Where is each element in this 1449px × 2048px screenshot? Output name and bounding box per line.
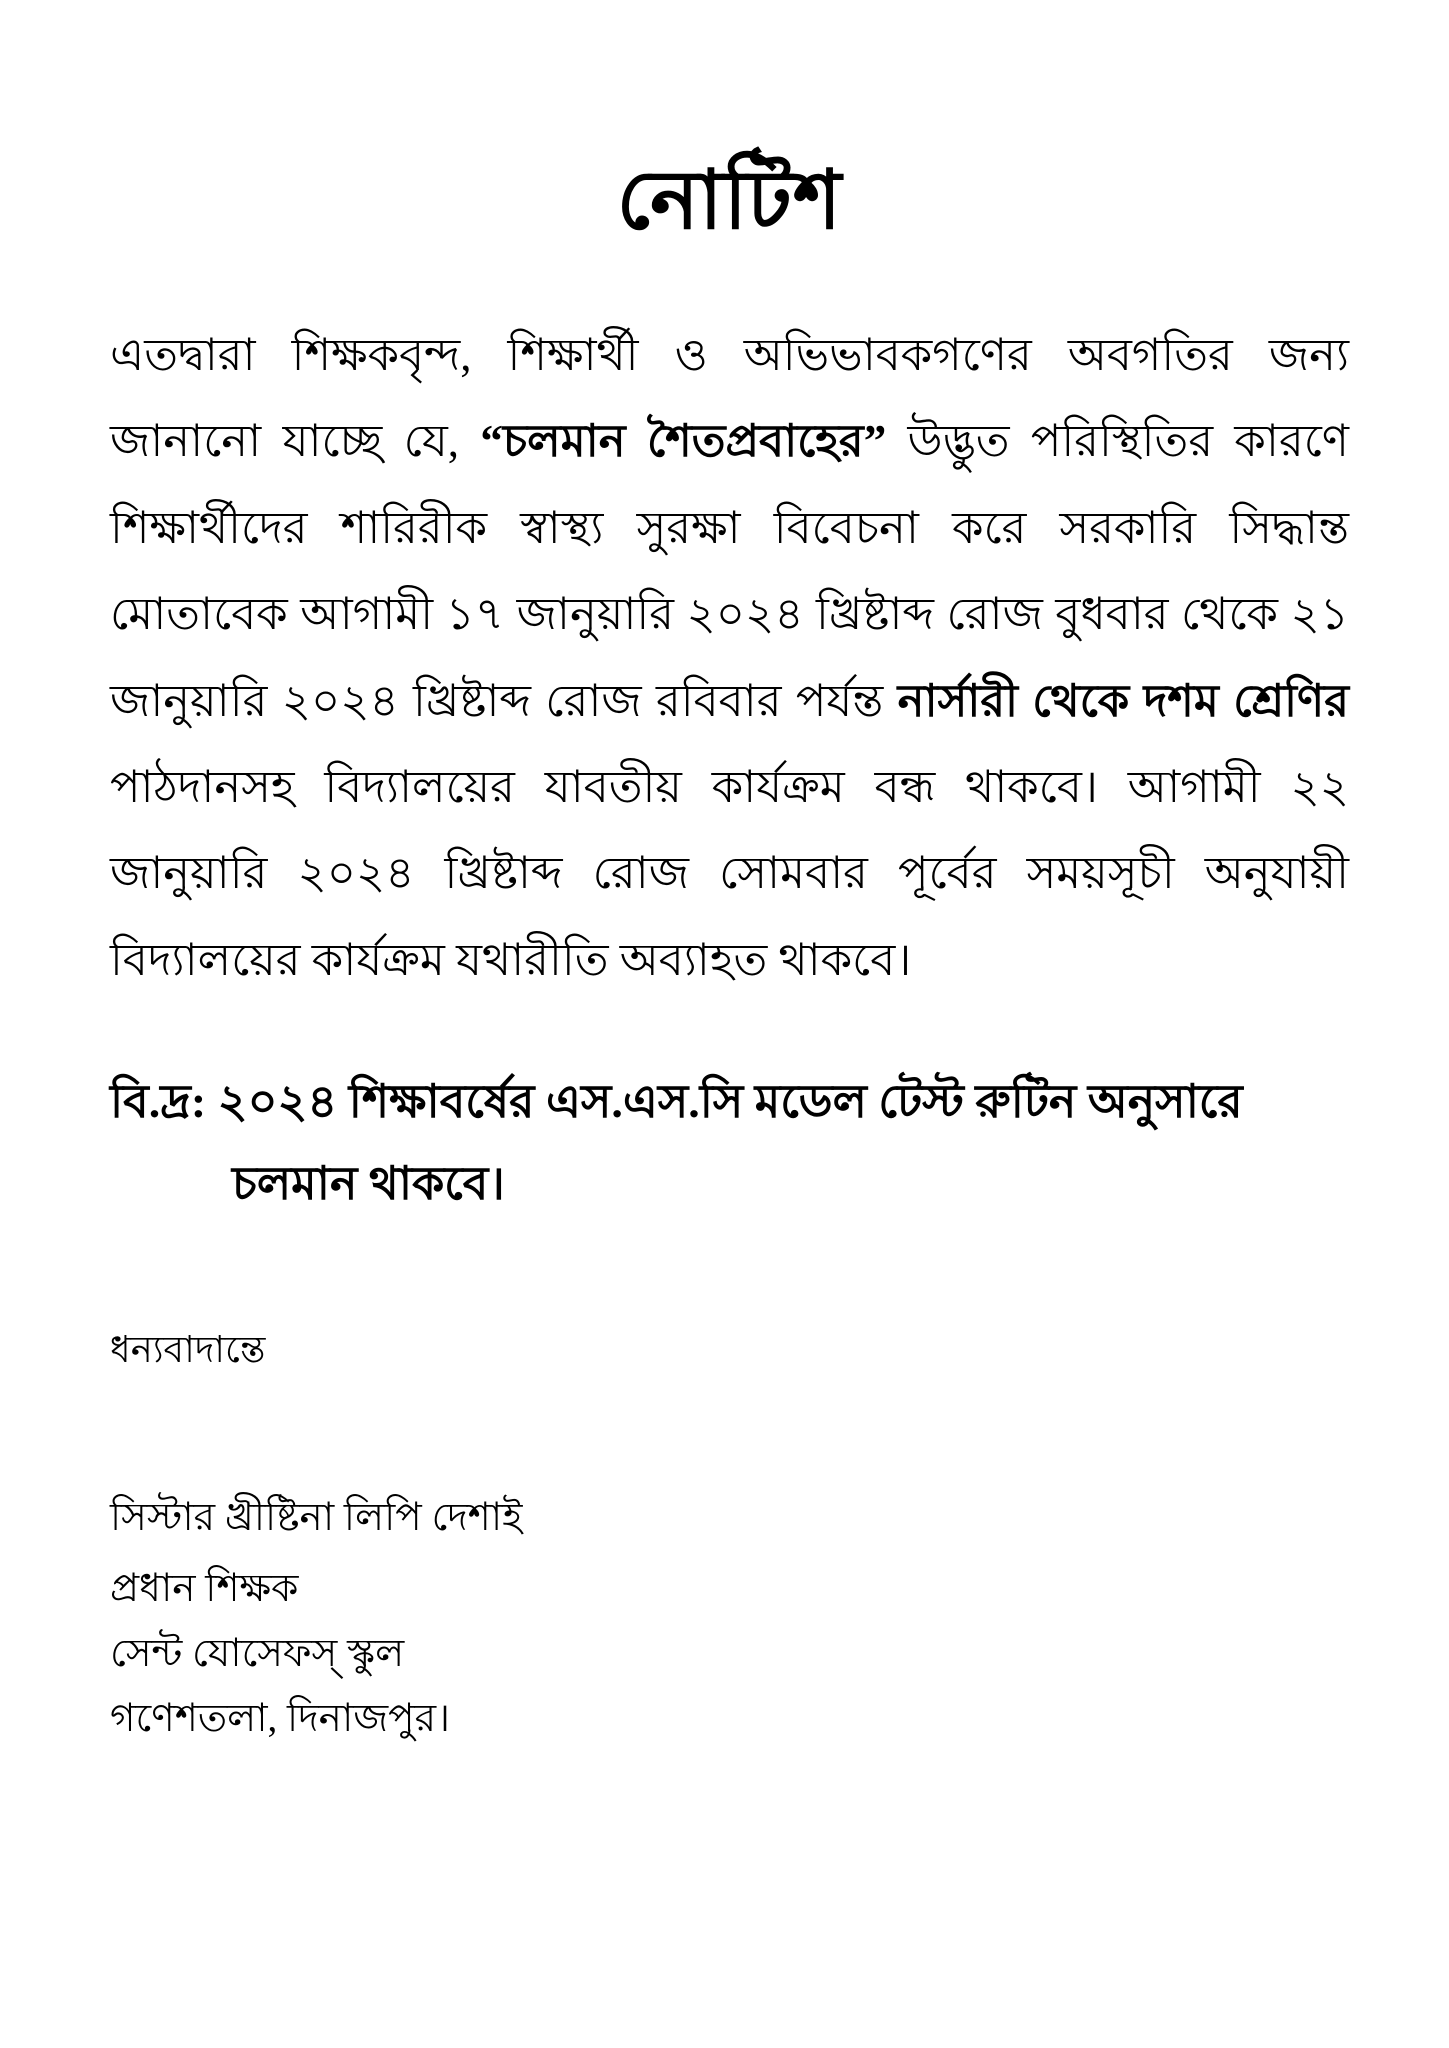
signatory-name: সিস্টার খ্রীষ্টিনা লিপি দেশাই [110, 1495, 523, 1539]
body-segment: এতদ্বারা শিক্ষকবৃন্দ, শিক্ষার্থী ও অভিভাবকগণের অবগতির জন্য জানানো যাচ্ছে যে, [110, 330, 1349, 467]
school-address: গণেশতলা, দিনাজপুর। [110, 1696, 451, 1740]
signatory-designation: প্রধান শিক্ষক [110, 1566, 299, 1610]
postscript-note [110, 1061, 1349, 1225]
postscript-label: বি.দ্র: [110, 1076, 207, 1128]
notice-title: নোটিশ [616, 155, 843, 246]
postscript-text: ২০২৪ শিক্ষাবর্ষের এস.এস.সি মডেল টেস্ট রুটিন অনুসারে চলমান থাকবে। [206, 1076, 1243, 1209]
closing-thanks: ধন্যবাদান্তে [110, 1329, 266, 1371]
body-segment: উদ্ভুত পরিস্থিতির কারণে শিক্ষার্থীদের শারিরীক স্বাস্থ্য সুরক্ষা বিবেচনা করে সরকারি সিদ্ধান্ত মোতাবেক আগামী ১৭ জানুয়ারি ২০২৪ খ্রিষ্টাব্দ রোজ বুধবার থেকে ২১ জানুয়ারি ২০২৪ খ্রিষ্টাব্দ রোজ রবিবার পর্যন্ত [110, 416, 1350, 726]
body-segment-bold-classes: নার্সারী থেকে দশম শ্রেণির [897, 675, 1350, 726]
school-name: সেন্ট যোসেফস্ স্কুল [110, 1631, 405, 1675]
body-segment: পাঠদানসহ বিদ্যালয়ের যাবতীয় কার্যক্রম বন্ধ থাকবে। আগামী ২২ জানুয়ারি ২০২৪ খ্রিষ্টাব্দ রোজ সোমবার পূর্বের সময়সূচী অনুযায়ী বিদ্যালয়ের কার্যক্রম যথারীতি অব্যাহত থাকবে। [110, 761, 1349, 985]
body-segment-bold-coldwave: “চলমান শৈতপ্রবাহের” [480, 416, 887, 467]
notice-body [110, 312, 1349, 1003]
signature-block [110, 1495, 1349, 1740]
